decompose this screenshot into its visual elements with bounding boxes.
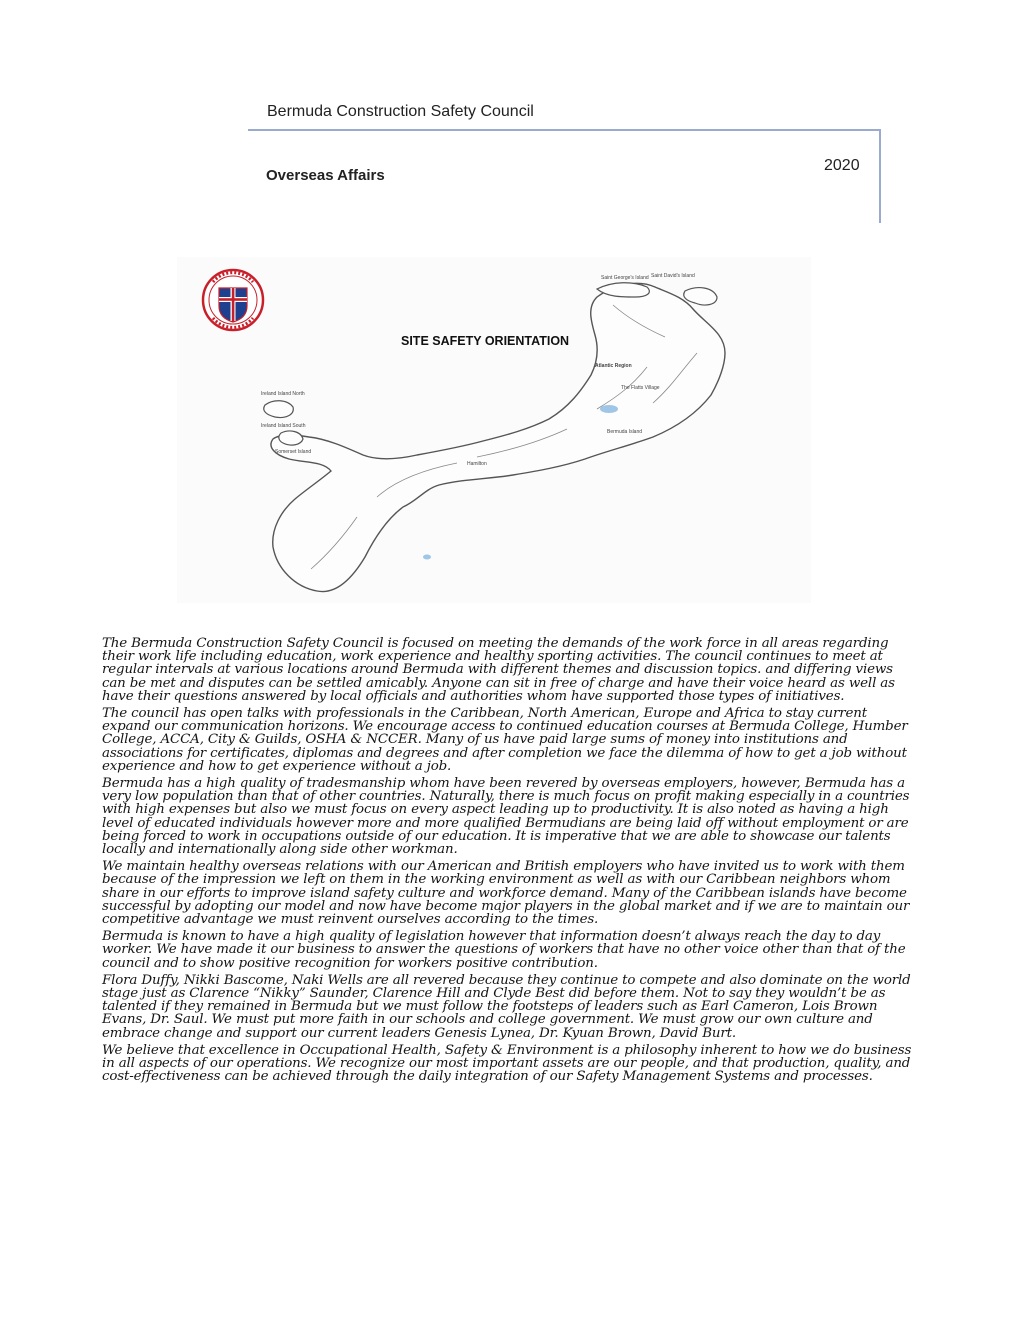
paragraph: We believe that excellence in Occupational Health, Safety & Environment is a philosophy inherent to how we do business in all aspects of our operations. We recognize our most important assets are our people, and that production, quality, and cost-effectiveness can be achieved through the daily integration of our Safety Management Systems and processes. — [102, 1042, 912, 1085]
paragraph: The Bermuda Construction Safety Council is focused on meeting the demands of the work force in all areas regarding their work life including education, work experience and healthy sporting activities. The council continues to meet at regular intervals at various locations around Bermuda with different themes and discussion topics. and differing views can be met and disputes can be settled amicably. Anyone can sit in free of charge and have their voice heard as well as have their questions answered by local officials and authorities whom have supported those types of initiatives. — [102, 636, 895, 704]
site-safety-orientation-poster — [177, 257, 811, 603]
paragraph: Flora Duffy, Nikki Bascome, Naki Wells are all revered because they continue to compete and also dominate on the world stage just as Clarence “Nikky” Saunder, Clarence Hill and Clyde Best did before them. Not to say they wouldn’t be as talented if they remained in Bermuda but we must follow the footsteps of leaders such as Earl Cameron, Lois Brown Evans, Dr. Saul. We must put more faith in our schools and college government. We must grow our own culture and embrace change and support our current leaders Genesis Lynea, Dr. Kyuan Brown, David Burt. — [102, 972, 911, 1041]
section-title: Overseas Affairs — [266, 167, 385, 184]
paragraph: Bermuda has a high quality of tradesmanship whom have been revered by overseas employers, however, Bermuda has a very low population than that of other countries. Naturally, there is much focus on profit making especially in a countries with high expenses but also we must focus on every aspect leading up to productivity. It is also noted as having a high level of educated individuals however more and more qualified Bermudians are being laid off without employment or are being forced to work in occupations outside of our education. It is imperative that we are able to showcase our talents locally and internationally along side other workman. — [102, 776, 910, 858]
header-rule — [248, 129, 880, 131]
map-label-st-georges: Saint George's Island — [601, 275, 649, 281]
ireland-island-outline — [264, 401, 294, 418]
harrington-sound-water — [600, 405, 618, 413]
council-logo-icon — [203, 270, 263, 330]
map-label-ireland-north: Ireland Island North — [261, 391, 305, 397]
somerset-island-outline — [279, 431, 303, 445]
paragraph: The council has open talks with professionals in the Caribbean, North American, Europe and Africa to stay current expand our communication horizons. We encourage access to continued education courses at Bermuda College, Humber College, ACCA, City & Guilds, OSHA & NCCER. Many of us have paid large sums of money into institutions and associations for certificates, diplomas and degrees and after completion we face the dilemma of how to get a job without experience and how to get experience without a job. — [102, 706, 908, 774]
bermuda-island-outline — [271, 283, 725, 591]
bermuda-map-graphic — [177, 257, 811, 603]
st-david-island-outline — [684, 288, 717, 305]
map-label-bermuda-island: Bermuda Island — [607, 429, 643, 435]
map-label-somerset: Somerset Island — [275, 449, 312, 455]
map-label-atlantic-region: Atlantic Region — [595, 363, 632, 369]
map-label-flatts: The Flatts Village — [621, 385, 660, 391]
map-label-hamilton: Hamilton — [467, 461, 487, 467]
map-label-st-davids: Saint David's Island — [651, 273, 695, 279]
header-side-rule — [879, 129, 881, 223]
org-name: Bermuda Construction Safety Council — [267, 103, 534, 120]
map-label-ireland-south: Ireland Island South — [261, 423, 306, 429]
poster-title: SITE SAFETY ORIENTATION — [401, 334, 570, 348]
paragraph: We maintain healthy overseas relations with our American and British employers who have invited us to work with them because of the impression we left on them in the working environment as well as with our Caribbean neighbors whom share in our efforts to improve island safety culture and workforce demand. Many of the Caribbean islands have become successful by adopting our model and now have become major players in the global market and if we are to maintain our competitive advantage we must reinvent ourselves according to the times. — [102, 859, 910, 928]
body-text — [102, 637, 918, 1088]
pond-water — [423, 555, 431, 560]
year: 2020 — [824, 157, 860, 174]
paragraph: Bermuda is known to have a high quality of legislation however that information doesn’t always reach the day to day worker. We have made it our business to answer the questions of workers that have no other voice other than that of the council and to show positive recognition for workers positive contribution. — [102, 929, 906, 971]
